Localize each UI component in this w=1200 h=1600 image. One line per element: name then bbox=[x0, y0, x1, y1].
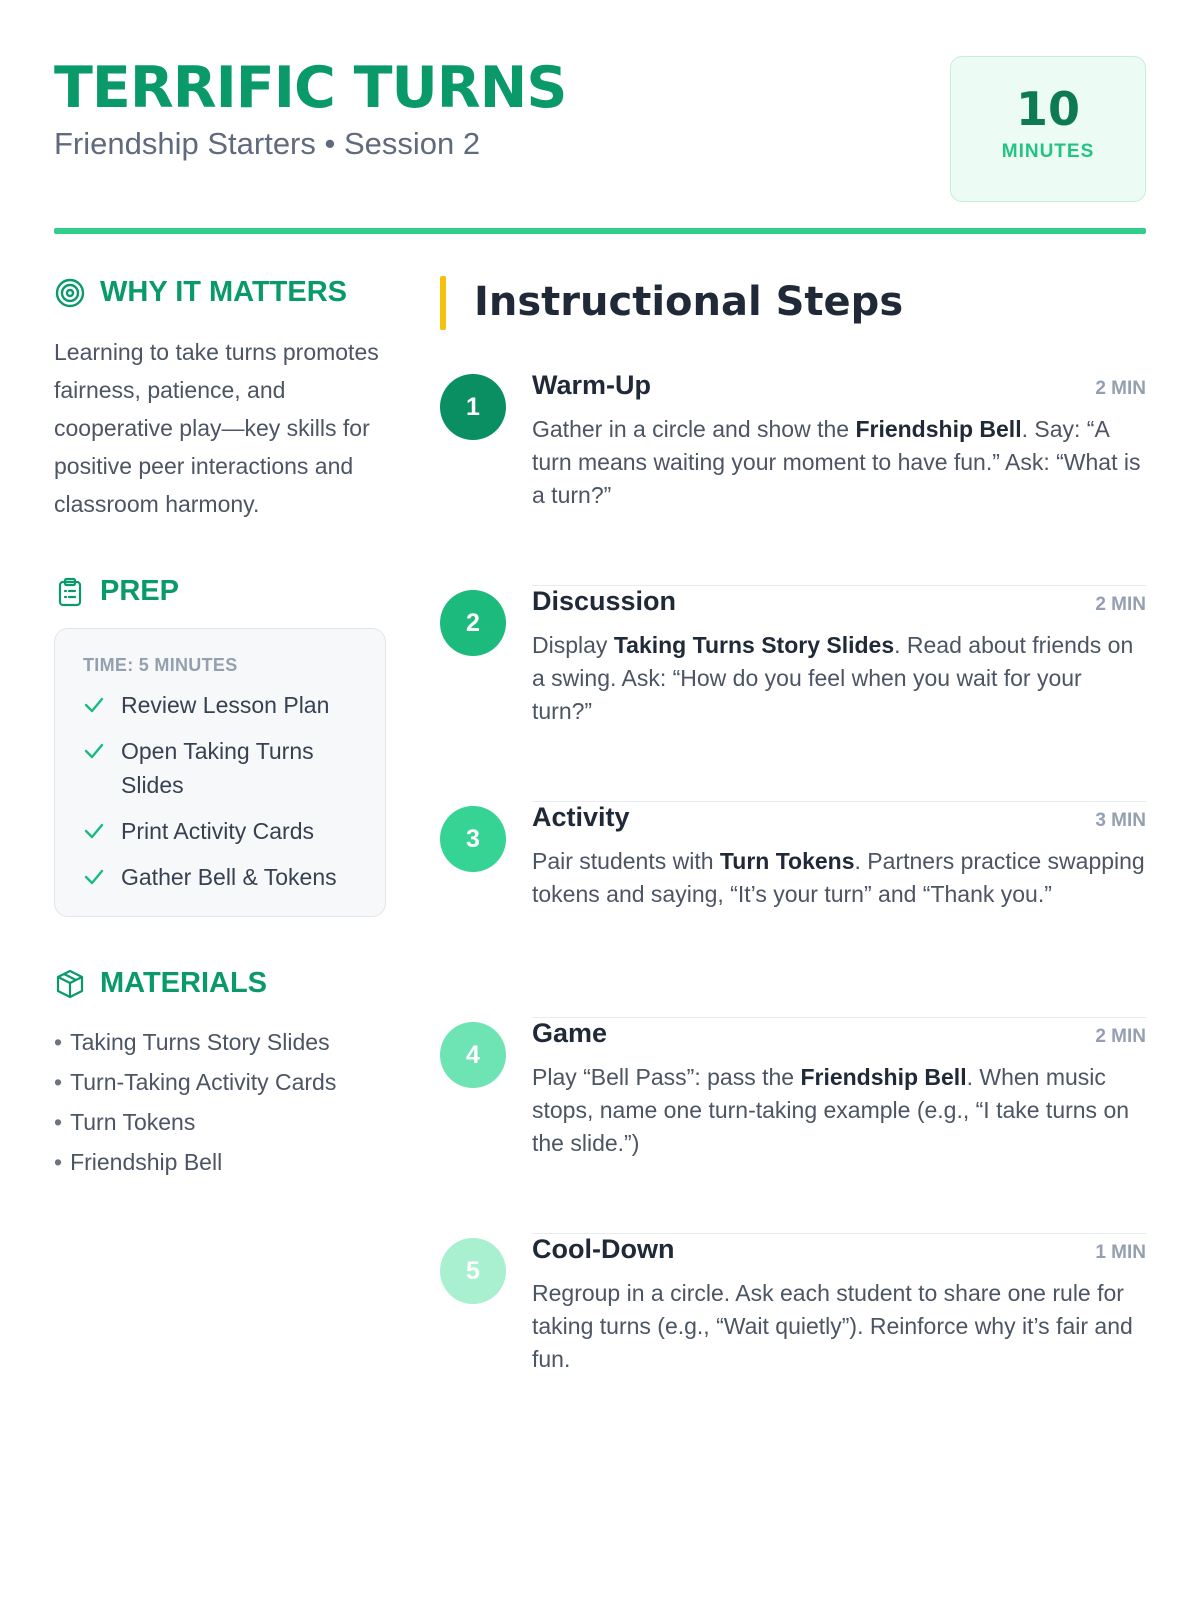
step-description: Play “Bell Pass”: pass the Friendship Bell. When music stops, name one turn-taking example (e.g., “I take turns on the slide.”) bbox=[532, 1064, 1130, 1156]
prep-card bbox=[54, 628, 386, 917]
step-highlight: Taking Turns Story Slides bbox=[613, 632, 895, 658]
step-duration: 2 MIN bbox=[1095, 594, 1146, 615]
step-item bbox=[440, 586, 1146, 802]
step-description: Gather in a circle and show the Friendship Bell. Say: “A turn means waiting your moment to have fun.” Ask: “What is a turn?” bbox=[532, 416, 1141, 508]
why-heading bbox=[54, 276, 386, 309]
step-number-circle: 3 bbox=[440, 806, 506, 872]
lesson-subtitle: Friendship Starters • Session 2 bbox=[54, 126, 481, 161]
step-item bbox=[440, 1234, 1146, 1450]
step-item bbox=[440, 1018, 1146, 1234]
why-title: WHY IT MATTERS bbox=[100, 276, 348, 308]
prep-item-label: Gather Bell & Tokens bbox=[121, 864, 337, 890]
prep-heading bbox=[54, 575, 386, 608]
check-icon bbox=[83, 694, 105, 716]
heading-accent-bar bbox=[440, 276, 446, 330]
material-item: • Friendship Bell bbox=[54, 1142, 386, 1182]
step-title: Cool-Down bbox=[532, 1234, 675, 1264]
header-divider bbox=[54, 228, 1146, 234]
duration-badge bbox=[950, 56, 1146, 202]
step-title: Warm-Up bbox=[532, 370, 651, 400]
prep-checklist bbox=[83, 688, 363, 894]
materials-list bbox=[54, 1022, 386, 1182]
step-highlight: Friendship Bell bbox=[855, 416, 1022, 442]
prep-item bbox=[83, 860, 363, 894]
steps-title: Instructional Steps bbox=[474, 279, 904, 325]
steps-heading bbox=[440, 276, 1146, 332]
target-icon bbox=[54, 277, 86, 309]
prep-item-label: Open Taking Turns Slides bbox=[121, 738, 314, 798]
step-item bbox=[440, 802, 1146, 1018]
step-duration: 2 MIN bbox=[1095, 378, 1146, 399]
step-number-circle: 5 bbox=[440, 1238, 506, 1304]
step-description: Display Taking Turns Story Slides. Read about friends on a swing. Ask: “How do you feel when you wait for your turn?” bbox=[532, 632, 1134, 724]
duration-value: 10 bbox=[1015, 82, 1080, 136]
prep-item bbox=[83, 734, 363, 802]
step-title: Activity bbox=[532, 802, 630, 832]
check-icon bbox=[83, 740, 105, 762]
duration-unit: MINUTES bbox=[1001, 141, 1095, 162]
sidebar bbox=[54, 276, 386, 1182]
step-duration: 2 MIN bbox=[1095, 1026, 1146, 1047]
step-description: Regroup in a circle. Ask each student to share one rule for taking turns (e.g., “Wait quietly”). Reinforce why it’s fair and fun. bbox=[532, 1280, 1133, 1372]
prep-time: TIME: 5 MINUTES bbox=[83, 655, 238, 675]
step-duration: 3 MIN bbox=[1095, 810, 1146, 831]
check-icon bbox=[83, 820, 105, 842]
lesson-header bbox=[54, 56, 1146, 206]
prep-item-label: Print Activity Cards bbox=[121, 818, 314, 844]
step-number-circle: 2 bbox=[440, 590, 506, 656]
step-highlight: Friendship Bell bbox=[800, 1064, 967, 1090]
step-description: Pair students with Turn Tokens. Partners practice swapping tokens and saying, “It’s your turn” and “Thank you.” bbox=[532, 848, 1145, 907]
material-item: • Turn-Taking Activity Cards bbox=[54, 1062, 386, 1102]
material-item: • Taking Turns Story Slides bbox=[54, 1022, 386, 1062]
prep-item bbox=[83, 688, 363, 722]
materials-title: MATERIALS bbox=[100, 967, 268, 999]
step-title: Discussion bbox=[532, 586, 677, 616]
clipboard-icon bbox=[54, 576, 86, 608]
step-item bbox=[440, 370, 1146, 586]
prep-item bbox=[83, 814, 363, 848]
why-text: Learning to take turns promotes fairness, patience, and cooperative play—key skills for positive peer interactions and classroom harmony. bbox=[54, 339, 379, 517]
step-number-circle: 4 bbox=[440, 1022, 506, 1088]
box-icon bbox=[54, 968, 86, 1000]
materials-heading bbox=[54, 967, 386, 1000]
prep-item-label: Review Lesson Plan bbox=[121, 692, 330, 718]
step-duration: 1 MIN bbox=[1095, 1242, 1146, 1263]
check-icon bbox=[83, 866, 105, 888]
material-item: • Turn Tokens bbox=[54, 1102, 386, 1142]
step-highlight: Turn Tokens bbox=[719, 848, 855, 874]
lesson-title: TERRIFIC TURNS bbox=[54, 55, 567, 121]
steps-list bbox=[440, 370, 1146, 1450]
steps-panel bbox=[440, 276, 1146, 1450]
step-title: Game bbox=[532, 1018, 608, 1048]
step-number-circle: 1 bbox=[440, 374, 506, 440]
prep-title: PREP bbox=[100, 575, 179, 607]
